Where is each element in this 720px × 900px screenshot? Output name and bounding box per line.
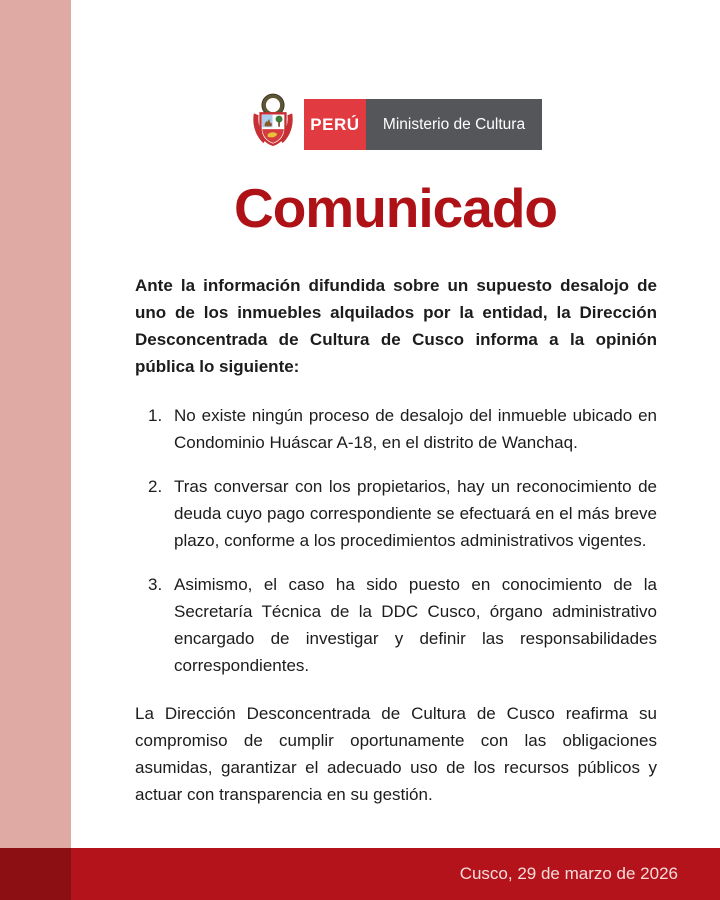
list-item (148, 571, 657, 679)
list-item-text: No existe ningún proceso de desalojo del inmueble ubicado en Condominio Huáscar A-18, en el distrito de Wanchaq. (174, 406, 657, 452)
ministry-name-label: Ministerio de Cultura (382, 115, 526, 133)
intro-paragraph: Ante la información difundida sobre un supuesto desalojo de uno de los inmuebles alquilados por la entidad, la Dirección Desconcentrada de Cultura de Cusco informa a la opinión pública lo siguiente: (135, 276, 657, 376)
list-item (148, 402, 657, 456)
peru-coat-of-arms-icon (249, 92, 297, 150)
left-accent-strip (0, 0, 71, 848)
list-item-text: Tras conversar con los propietarios, hay un reconocimiento de deuda cuyo pago correspondiente se efectuará en el más breve plazo, conforme a los procedimientos administrativos vigentes. (174, 477, 657, 550)
list-item (148, 473, 657, 554)
page-title: Comunicado (233, 177, 558, 239)
footer-main-bar (71, 848, 720, 900)
ministry-logo-lockup (71, 92, 720, 150)
list-item-number: 2. (148, 477, 163, 496)
closing-paragraph: La Dirección Desconcentrada de Cultura de Cusco reafirma su compromiso de cumplir oportunamente con las obligaciones asumidas, garantizar el adecuado uso de los recursos públicos y actuar con transparencia en su gestión. (135, 704, 657, 804)
list-item-text: Asimismo, el caso ha sido puesto en conocimiento de la Secretaría Técnica de la DDC Cusco, órgano administrativo encargado de investigar y definir las responsabilidades correspondientes. (174, 575, 657, 675)
ministry-name-box (366, 99, 542, 150)
list-item-number: 3. (148, 575, 163, 594)
statement-body (135, 272, 657, 808)
list-item-number: 1. (148, 406, 163, 425)
footer-dateline: Cusco, 29 de marzo de 2026 (459, 864, 678, 883)
peru-brand-box (304, 99, 366, 150)
footer-left-accent (0, 848, 71, 900)
footer-bar (0, 848, 720, 900)
numbered-list (148, 402, 657, 679)
peru-brand-label: PERÚ (310, 114, 360, 134)
